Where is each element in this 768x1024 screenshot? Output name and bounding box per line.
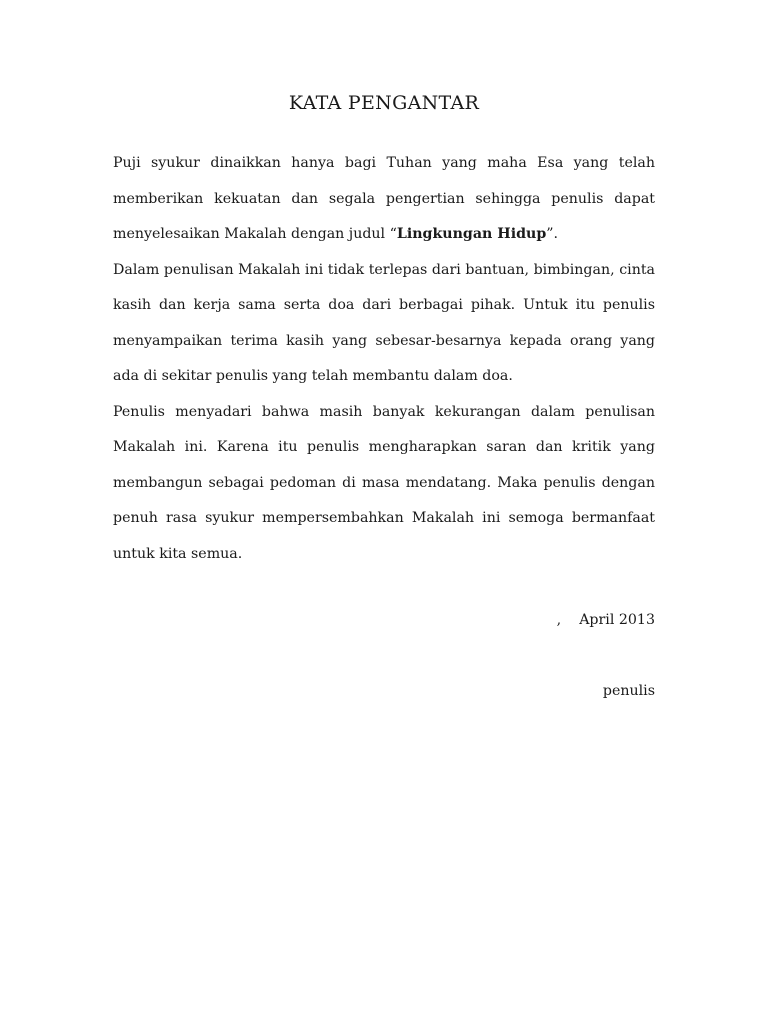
document-body <box>113 146 655 572</box>
date-line: , April 2013 <box>556 612 655 628</box>
paper-title-bold: Lingkungan Hidup <box>396 226 547 242</box>
document-title: KATA PENGANTAR <box>288 92 480 114</box>
paragraph-1-text-after: ”. <box>546 226 559 242</box>
signer-name: penulis <box>602 683 655 699</box>
paragraph-1 <box>113 146 655 253</box>
paragraph-2: Dalam penulisan Makalah ini tidak terlepas dari bantuan, bimbingan, cinta kasih dan kerja sama serta doa dari berbagai pihak. Untuk itu penulis menyampaikan terima kasih yang sebesar-besarnya kepada orang yang ada di sekitar penulis yang telah membantu dalam doa. <box>113 261 655 384</box>
paragraph-1-text-before: Puji syukur dinaikkan hanya bagi Tuhan yang maha Esa yang telah memberikan kekuatan dan segala pengertian sehingga penulis dapat menyelesaikan Makalah dengan judul “ <box>113 155 655 242</box>
paragraph-3: Penulis menyadari bahwa masih banyak kekurangan dalam penulisan Makalah ini. Karena itu penulis mengharapkan saran dan kritik yang membangun sebagai pedoman di masa mendatang. Maka penulis dengan penuh rasa syukur mempersembahkan Makalah ini semoga bermanfaat untuk kita semua. <box>113 403 655 562</box>
